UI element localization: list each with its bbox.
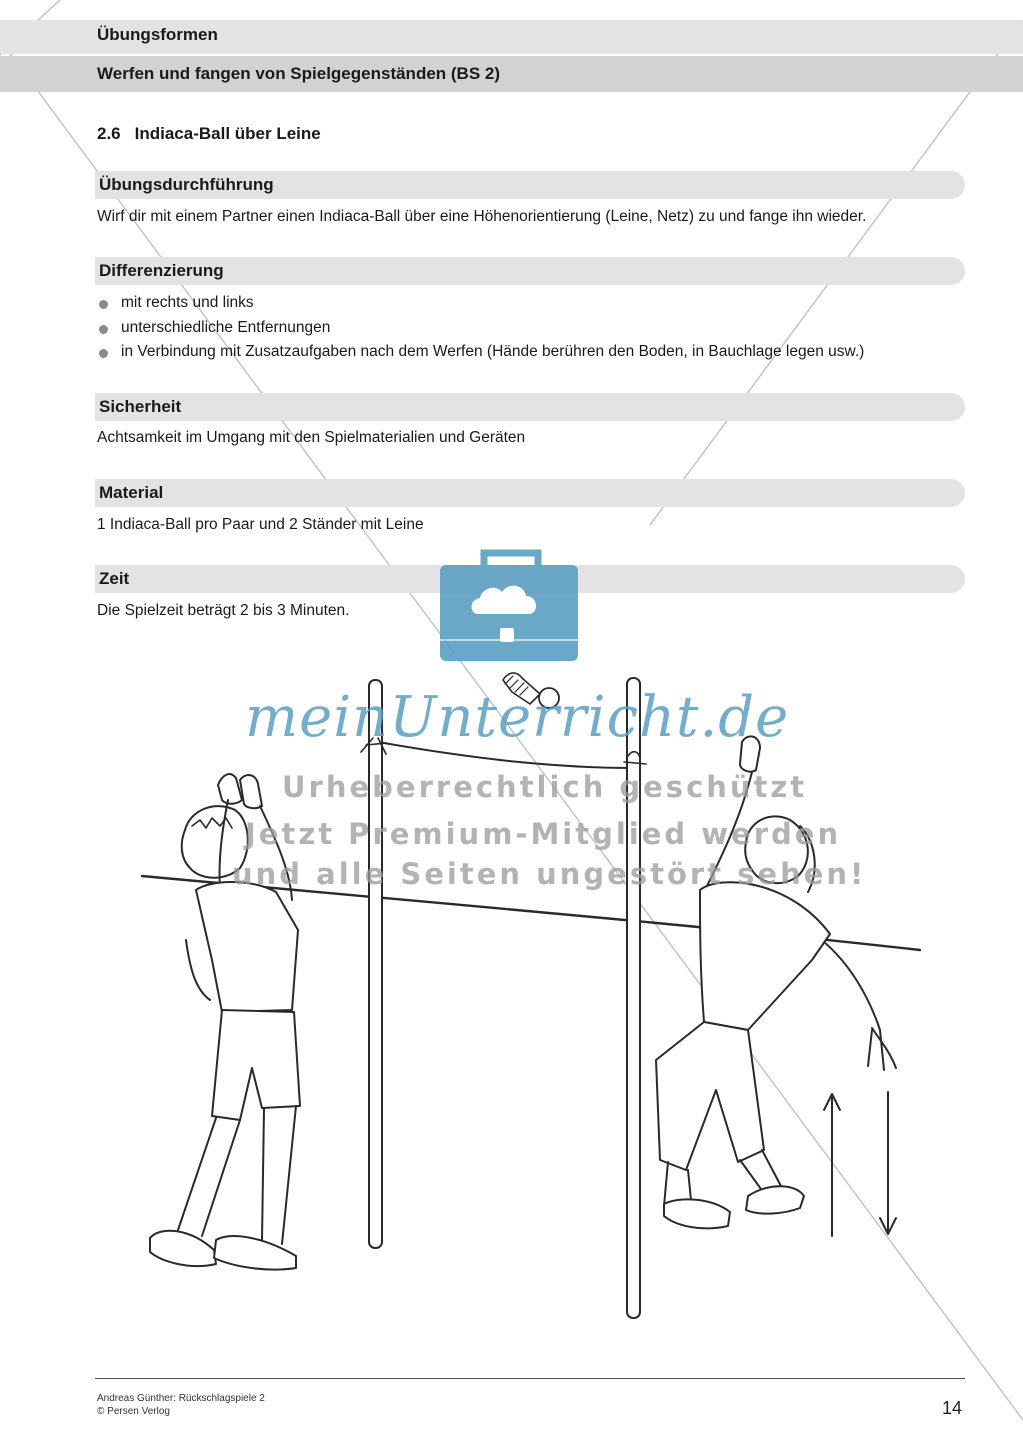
header-title: Werfen und fangen von Spielgegenständen (BS 2)	[97, 64, 501, 83]
section-number: 2.6	[97, 124, 121, 143]
watermark-brand: meinUnterricht.de	[245, 685, 790, 750]
watermark-line-1: Urheberrechtlich geschützt	[282, 770, 808, 804]
heading-sicherheit: Sicherheit	[99, 397, 182, 416]
footer-credits	[97, 1392, 265, 1418]
footer-divider	[95, 1378, 965, 1379]
list-item-text: in Verbindung mit Zusatzaufgaben nach dem Werfen (Hände berühren den Boden, in Bauchlage legen usw.)	[121, 343, 865, 360]
footer-publisher: © Persen Verlog	[97, 1406, 170, 1417]
page-number: 14	[942, 1398, 963, 1418]
watermark-line-3: und alle Seiten ungestört sehen!	[232, 857, 867, 891]
footer-author: Andreas Günther: Rückschlagspiele 2	[97, 1393, 265, 1404]
section-title-text: Indiaca-Ball über Leine	[134, 124, 321, 143]
heading-zeit: Zeit	[99, 569, 130, 588]
list-item-text: mit rechts und links	[121, 294, 254, 311]
heading-durchfuehrung: Übungsdurchführung	[99, 175, 274, 194]
header-category: Übungsformen	[97, 25, 218, 44]
text-zeit: Die Spielzeit beträgt 2 bis 3 Minuten.	[97, 602, 350, 619]
heading-differenzierung: Differenzierung	[99, 261, 224, 280]
heading-material: Material	[99, 483, 164, 502]
watermark-line-2: Jetzt Premium-Mitglied werden	[245, 817, 842, 851]
text-sicherheit: Achtsamkeit im Umgang mit den Spielmaterialien und Geräten	[97, 429, 526, 446]
text-material: 1 Indiaca-Ball pro Paar und 2 Ständer mit Leine	[97, 516, 424, 533]
list-item-text: unterschiedliche Entfernungen	[121, 318, 331, 336]
text-durchfuehrung: Wirf dir mit einem Partner einen Indiaca-Ball über eine Höhenorientierung (Leine, Netz) zu und fange ihn wieder.	[97, 208, 867, 225]
